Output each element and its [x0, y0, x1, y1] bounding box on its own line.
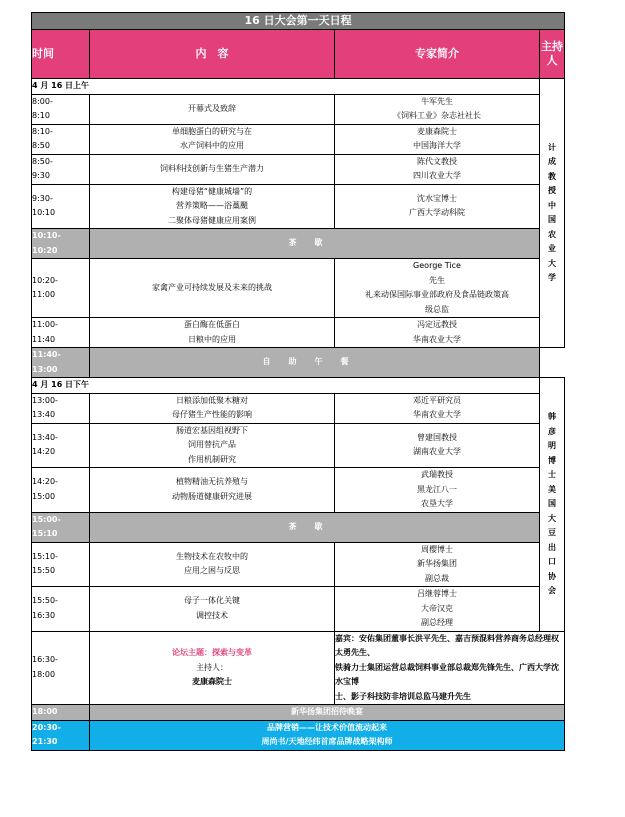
time-cell-line: 15:10: [32, 529, 58, 538]
time-cell-line: 11:40-: [32, 350, 61, 359]
expert-cell: [335, 587, 540, 632]
expert-cell-line: 湖南农业大学: [413, 447, 461, 457]
section-afternoon: 4 月 16 日下午: [32, 378, 540, 394]
host-char: 国: [548, 499, 556, 508]
agenda-row: [32, 393, 565, 423]
content-cell: [90, 184, 335, 229]
content-cell-line: 饲料科技创新与生猪生产潜力: [160, 163, 264, 173]
content-cell: [90, 468, 335, 513]
time-cell-line: 10:20-: [32, 275, 58, 285]
expert-cell-line: 先生: [429, 275, 445, 285]
host-char: 成: [548, 157, 556, 166]
time-cell-line: 11:00-: [32, 320, 58, 329]
forum-info: [90, 631, 335, 705]
expert-cell: [335, 542, 540, 587]
expert-cell-line: 礼来动保国际事业部政府及食品链政策高: [365, 290, 509, 299]
content-cell: [90, 318, 335, 348]
content-cell-line: 动物肠道健康研究进展: [172, 491, 252, 501]
time-cell-line: 13:00: [32, 364, 58, 374]
time-cell-line: 9:30: [32, 171, 50, 180]
host-char: 明: [548, 441, 556, 450]
content-cell-line: 水产饲料中的应用: [180, 141, 244, 150]
time-cell-line: 14:20: [32, 447, 56, 457]
content-cell-line: 单细胞蛋白的研究与在: [172, 126, 252, 136]
expert-cell-line: 中国海洋大学: [413, 141, 461, 150]
time-cell: [32, 512, 90, 542]
break-row: [32, 512, 565, 542]
agenda-row: [32, 94, 565, 124]
host-char: 农: [548, 229, 556, 239]
expert-cell-line: 周樱博士: [421, 544, 453, 554]
host-char: 大: [548, 258, 556, 268]
schedule-title: 16 日大会第一天日程: [32, 13, 565, 30]
forum-host-name: 麦康森院士: [192, 677, 232, 686]
content-cell-line: 作用机制研究: [188, 454, 236, 464]
expert-cell-line: George Tice: [413, 261, 461, 270]
time-cell-line: 11:00: [32, 290, 56, 299]
time-cell-line: 15:50: [32, 566, 56, 576]
host-char: 学: [548, 273, 556, 282]
expert-cell-line: 广西大学动科院: [409, 208, 465, 218]
time-cell: [32, 348, 90, 378]
agenda-row: [32, 184, 565, 229]
forum-row: [32, 631, 565, 705]
evening-line: 周尚书/天地经纬首席品牌战略架构师: [261, 737, 393, 746]
host-afternoon: [540, 378, 565, 632]
forum-guests: [335, 631, 565, 705]
forum-guest-line: 士、影子科技防非培训总监马建升先生: [335, 691, 471, 701]
content-cell: [90, 587, 335, 632]
time-cell-line: 8:50: [32, 141, 50, 150]
expert-cell-line: 大帝汉克: [421, 603, 453, 613]
time-cell: [32, 587, 90, 632]
expert-cell: [335, 259, 540, 318]
time-cell-line: 16:30: [32, 610, 56, 620]
section-morning-row: [32, 79, 565, 95]
agenda-row: [32, 423, 565, 468]
content-cell: [90, 124, 335, 154]
host-char: 口: [548, 557, 556, 566]
time-cell-line: 10:10-: [32, 231, 61, 240]
host-char: 计: [548, 142, 556, 152]
time-cell-line: 15:00-: [32, 514, 61, 524]
schedule-table: [31, 12, 565, 751]
header-time: 时间: [32, 30, 90, 79]
time-cell: [32, 259, 90, 318]
time-line: 16:30-: [32, 655, 58, 665]
header-expert: 专家简介: [335, 30, 540, 79]
dinner-row: [32, 705, 565, 721]
time-cell-line: 8:10: [32, 111, 50, 120]
time-cell-line: 13:00-: [32, 395, 58, 405]
expert-cell-line: 吕继蓉博士: [417, 589, 457, 598]
host-char: 国: [548, 215, 556, 224]
time-cell-line: 14:20-: [32, 477, 58, 487]
section-morning: 4 月 16 日上午: [32, 79, 540, 95]
content-cell-line: 植物精油无抗养殖与: [176, 477, 248, 487]
agenda-row: [32, 468, 565, 513]
forum-host-label: 主持人：: [196, 662, 228, 672]
time-cell-line: 10:10: [32, 208, 56, 218]
evening-time: [32, 720, 90, 750]
host-morning: [540, 79, 565, 348]
expert-cell: [335, 154, 540, 184]
header-row: [32, 30, 565, 79]
expert-cell-line: 沈水宝博士: [417, 193, 457, 203]
expert-cell-line: 陈代文教授: [417, 156, 457, 166]
expert-cell-line: 副总裁: [425, 573, 449, 583]
content-cell-line: 营养策略——浴藁颵: [176, 201, 248, 210]
break-label: 茶歇: [90, 512, 540, 542]
break-label: 茶歇: [90, 229, 540, 259]
expert-cell: [335, 124, 540, 154]
dinner-label: 新华扬集团招待晚宴: [90, 705, 565, 721]
expert-cell: [335, 184, 540, 229]
expert-cell-line: 邓近平研究员: [413, 395, 461, 405]
expert-cell-line: 副总经理: [421, 618, 453, 627]
host-char: 业: [548, 244, 556, 253]
evening-line: 品牌营销——让技术价值流动起来: [267, 722, 387, 732]
time-cell-line: 13:40-: [32, 432, 58, 442]
content-cell: [90, 393, 335, 423]
forum-guest-line: 铁骑力士集团运营总裁饲料事业部总裁郑先锋先生、广西大学沈水宝博: [335, 662, 559, 686]
header-host: 主持人: [540, 30, 565, 79]
dinner-time: 18:00: [32, 705, 90, 721]
expert-cell-line: 麦康森院士: [417, 126, 457, 136]
agenda-row: [32, 587, 565, 632]
header-content: 内 容: [90, 30, 335, 79]
expert-cell: [335, 393, 540, 423]
content-cell-line: 母仔猪生产性能的影响: [172, 410, 252, 419]
agenda-row: [32, 542, 565, 587]
time-cell: [32, 542, 90, 587]
agenda-row: [32, 318, 565, 348]
host-char: 士: [548, 470, 556, 479]
time-cell: [32, 154, 90, 184]
time-cell: [32, 423, 90, 468]
expert-cell: [335, 318, 540, 348]
content-cell-line: 二聚体母猪健康应用案例: [168, 215, 256, 225]
expert-cell-line: 农垦大学: [421, 499, 453, 508]
section-afternoon-row: [32, 378, 565, 394]
content-cell-line: 母子一体化关键: [184, 596, 240, 606]
time-cell-line: 8:50-: [32, 156, 53, 166]
expert-cell-line: 新华扬集团: [417, 559, 457, 568]
evening-row: [32, 720, 565, 750]
host-char: 会: [548, 586, 556, 595]
content-cell: [90, 154, 335, 184]
time-line: 21:30: [32, 737, 58, 746]
expert-cell-line: 四川农业大学: [413, 171, 461, 180]
time-cell-line: 15:00: [32, 491, 56, 501]
time-line: 18:00: [32, 669, 56, 679]
time-cell: [32, 229, 90, 259]
host-char: 教: [548, 171, 556, 181]
time-cell-line: 8:00-: [32, 96, 53, 106]
time-cell-line: 10:20: [32, 245, 58, 255]
time-cell-line: 9:30-: [32, 193, 53, 203]
break-label: 自助午餐: [90, 348, 540, 378]
content-cell-line: 日粮添加低聚木糖对: [176, 395, 248, 405]
host-char: 中: [548, 200, 556, 210]
host-char: 美: [548, 484, 556, 494]
expert-cell-line: 华南农业大学: [413, 334, 461, 344]
expert-cell-line: 级总监: [425, 304, 449, 314]
host-char: 出: [548, 542, 556, 552]
agenda-row: [32, 124, 565, 154]
host-char: 彦: [548, 426, 556, 436]
expert-cell-line: 曾建国教授: [417, 432, 457, 442]
content-cell-line: 日粮中的应用: [188, 334, 236, 344]
forum-guest-line: 嘉宾：安佑集团董事长洪平先生、嘉吉预混料营养商务总经理权太勇先生、: [335, 633, 559, 657]
forum-topic: 论坛主题：探索与变革: [172, 648, 252, 657]
time-cell: [32, 393, 90, 423]
content-cell-line: 生物技术在农牧中的: [176, 551, 248, 561]
time-cell: [32, 184, 90, 229]
content-cell: [90, 259, 335, 318]
content-cell-line: 调控技术: [196, 610, 228, 620]
expert-cell-line: 黑龙江八一: [417, 484, 457, 494]
title-row: [32, 13, 565, 30]
time-cell: [32, 124, 90, 154]
break-row: [32, 229, 565, 259]
evening-session: [90, 720, 565, 750]
expert-cell-line: 武瑞教授: [421, 470, 453, 479]
time-cell-line: 13:40: [32, 410, 56, 419]
expert-cell-line: 《饲料工业》杂志社社长: [393, 111, 481, 120]
time-cell: [32, 318, 90, 348]
expert-cell-line: 牛军先生: [421, 96, 453, 106]
host-char: 韩: [548, 412, 556, 421]
host-char: 授: [548, 186, 556, 195]
time-cell-line: 15:50-: [32, 596, 58, 606]
content-cell: [90, 94, 335, 124]
host-char: 博: [548, 455, 556, 465]
forum-time: [32, 631, 90, 705]
break-row: [32, 348, 565, 378]
content-cell-line: 构建母猪“健康城墙”的: [171, 186, 253, 196]
content-cell-line: 应用之困与反思: [184, 566, 240, 576]
expert-cell: [335, 94, 540, 124]
expert-cell: [335, 468, 540, 513]
content-cell-line: 家禽产业可持续发展及未来的挑战: [152, 282, 272, 292]
time-cell: [32, 94, 90, 124]
time-cell-line: 8:10-: [32, 126, 53, 136]
content-cell-line: 开幕式及致辞: [188, 103, 236, 113]
expert-cell-line: 华南农业大学: [413, 410, 461, 419]
host-char: 协: [548, 571, 556, 581]
content-cell-line: 饲用替抗产品: [188, 440, 236, 449]
time-cell-line: 11:40: [32, 334, 56, 344]
content-cell: [90, 542, 335, 587]
content-cell: [90, 423, 335, 468]
time-line: 20:30-: [32, 722, 61, 732]
expert-cell-line: 冯定远教授: [417, 320, 457, 329]
expert-cell: [335, 423, 540, 468]
agenda-row: [32, 154, 565, 184]
time-cell: [32, 468, 90, 513]
time-cell-line: 15:10-: [32, 551, 58, 561]
content-cell-line: 蛋白酶在低蛋白: [184, 320, 240, 329]
host-char: 大: [548, 513, 556, 523]
agenda-row: [32, 259, 565, 318]
content-cell-line: 肠道宏基因组视野下: [176, 425, 248, 435]
host-char: 豆: [548, 528, 556, 537]
